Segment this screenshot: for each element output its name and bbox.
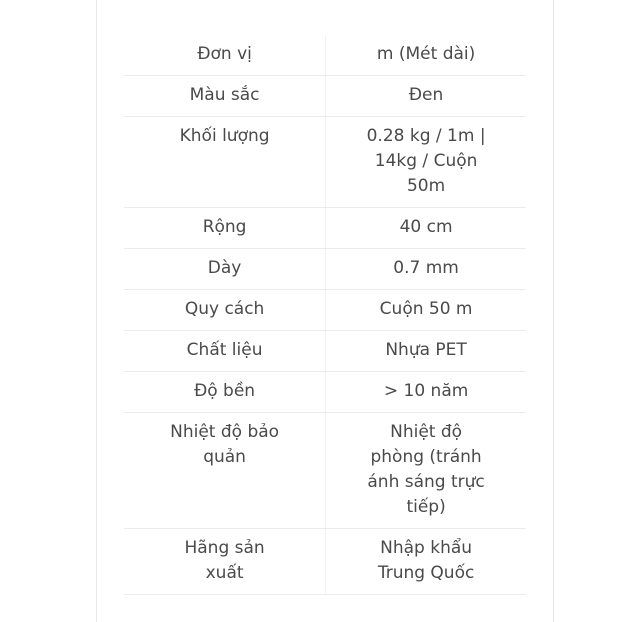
spec-row-weight: [124, 117, 526, 208]
spec-label: Nhiệt độ bảo quản: [124, 413, 326, 529]
spec-label: Màu sắc: [124, 76, 326, 117]
spec-value: 0.28 kg / 1m | 14kg / Cuộn 50m: [326, 117, 526, 208]
spec-label: Quy cách: [124, 290, 326, 331]
product-spec-panel: [96, 0, 554, 622]
spec-label: Dày: [124, 249, 326, 290]
spec-value: m (Mét dài): [326, 35, 526, 76]
spec-row-packaging: [124, 290, 526, 331]
spec-value: 40 cm: [326, 208, 526, 249]
spec-row-width: [124, 208, 526, 249]
spec-value: Nhập khẩu Trung Quốc: [326, 529, 526, 595]
spec-value: Đen: [326, 76, 526, 117]
spec-value: > 10 năm: [326, 372, 526, 413]
spec-label: Đơn vị: [124, 35, 326, 76]
spec-value: Nhựa PET: [326, 331, 526, 372]
spec-value: Cuộn 50 m: [326, 290, 526, 331]
spec-label: Rộng: [124, 208, 326, 249]
spec-row-color: [124, 76, 526, 117]
spec-label: Khối lượng: [124, 117, 326, 208]
spec-row-manufacturer: [124, 529, 526, 595]
spec-row-thickness: [124, 249, 526, 290]
spec-label: Hãng sản xuất: [124, 529, 326, 595]
spec-value: Nhiệt độ phòng (tránh ánh sáng trực tiếp): [326, 413, 526, 529]
spec-label: Độ bền: [124, 372, 326, 413]
spec-row-material: [124, 331, 526, 372]
spec-row-durability: [124, 372, 526, 413]
spec-value: 0.7 mm: [326, 249, 526, 290]
spec-row-storage-temp: [124, 413, 526, 529]
spec-label: Chất liệu: [124, 331, 326, 372]
spec-table: [124, 35, 526, 595]
spec-row-unit: [124, 35, 526, 76]
